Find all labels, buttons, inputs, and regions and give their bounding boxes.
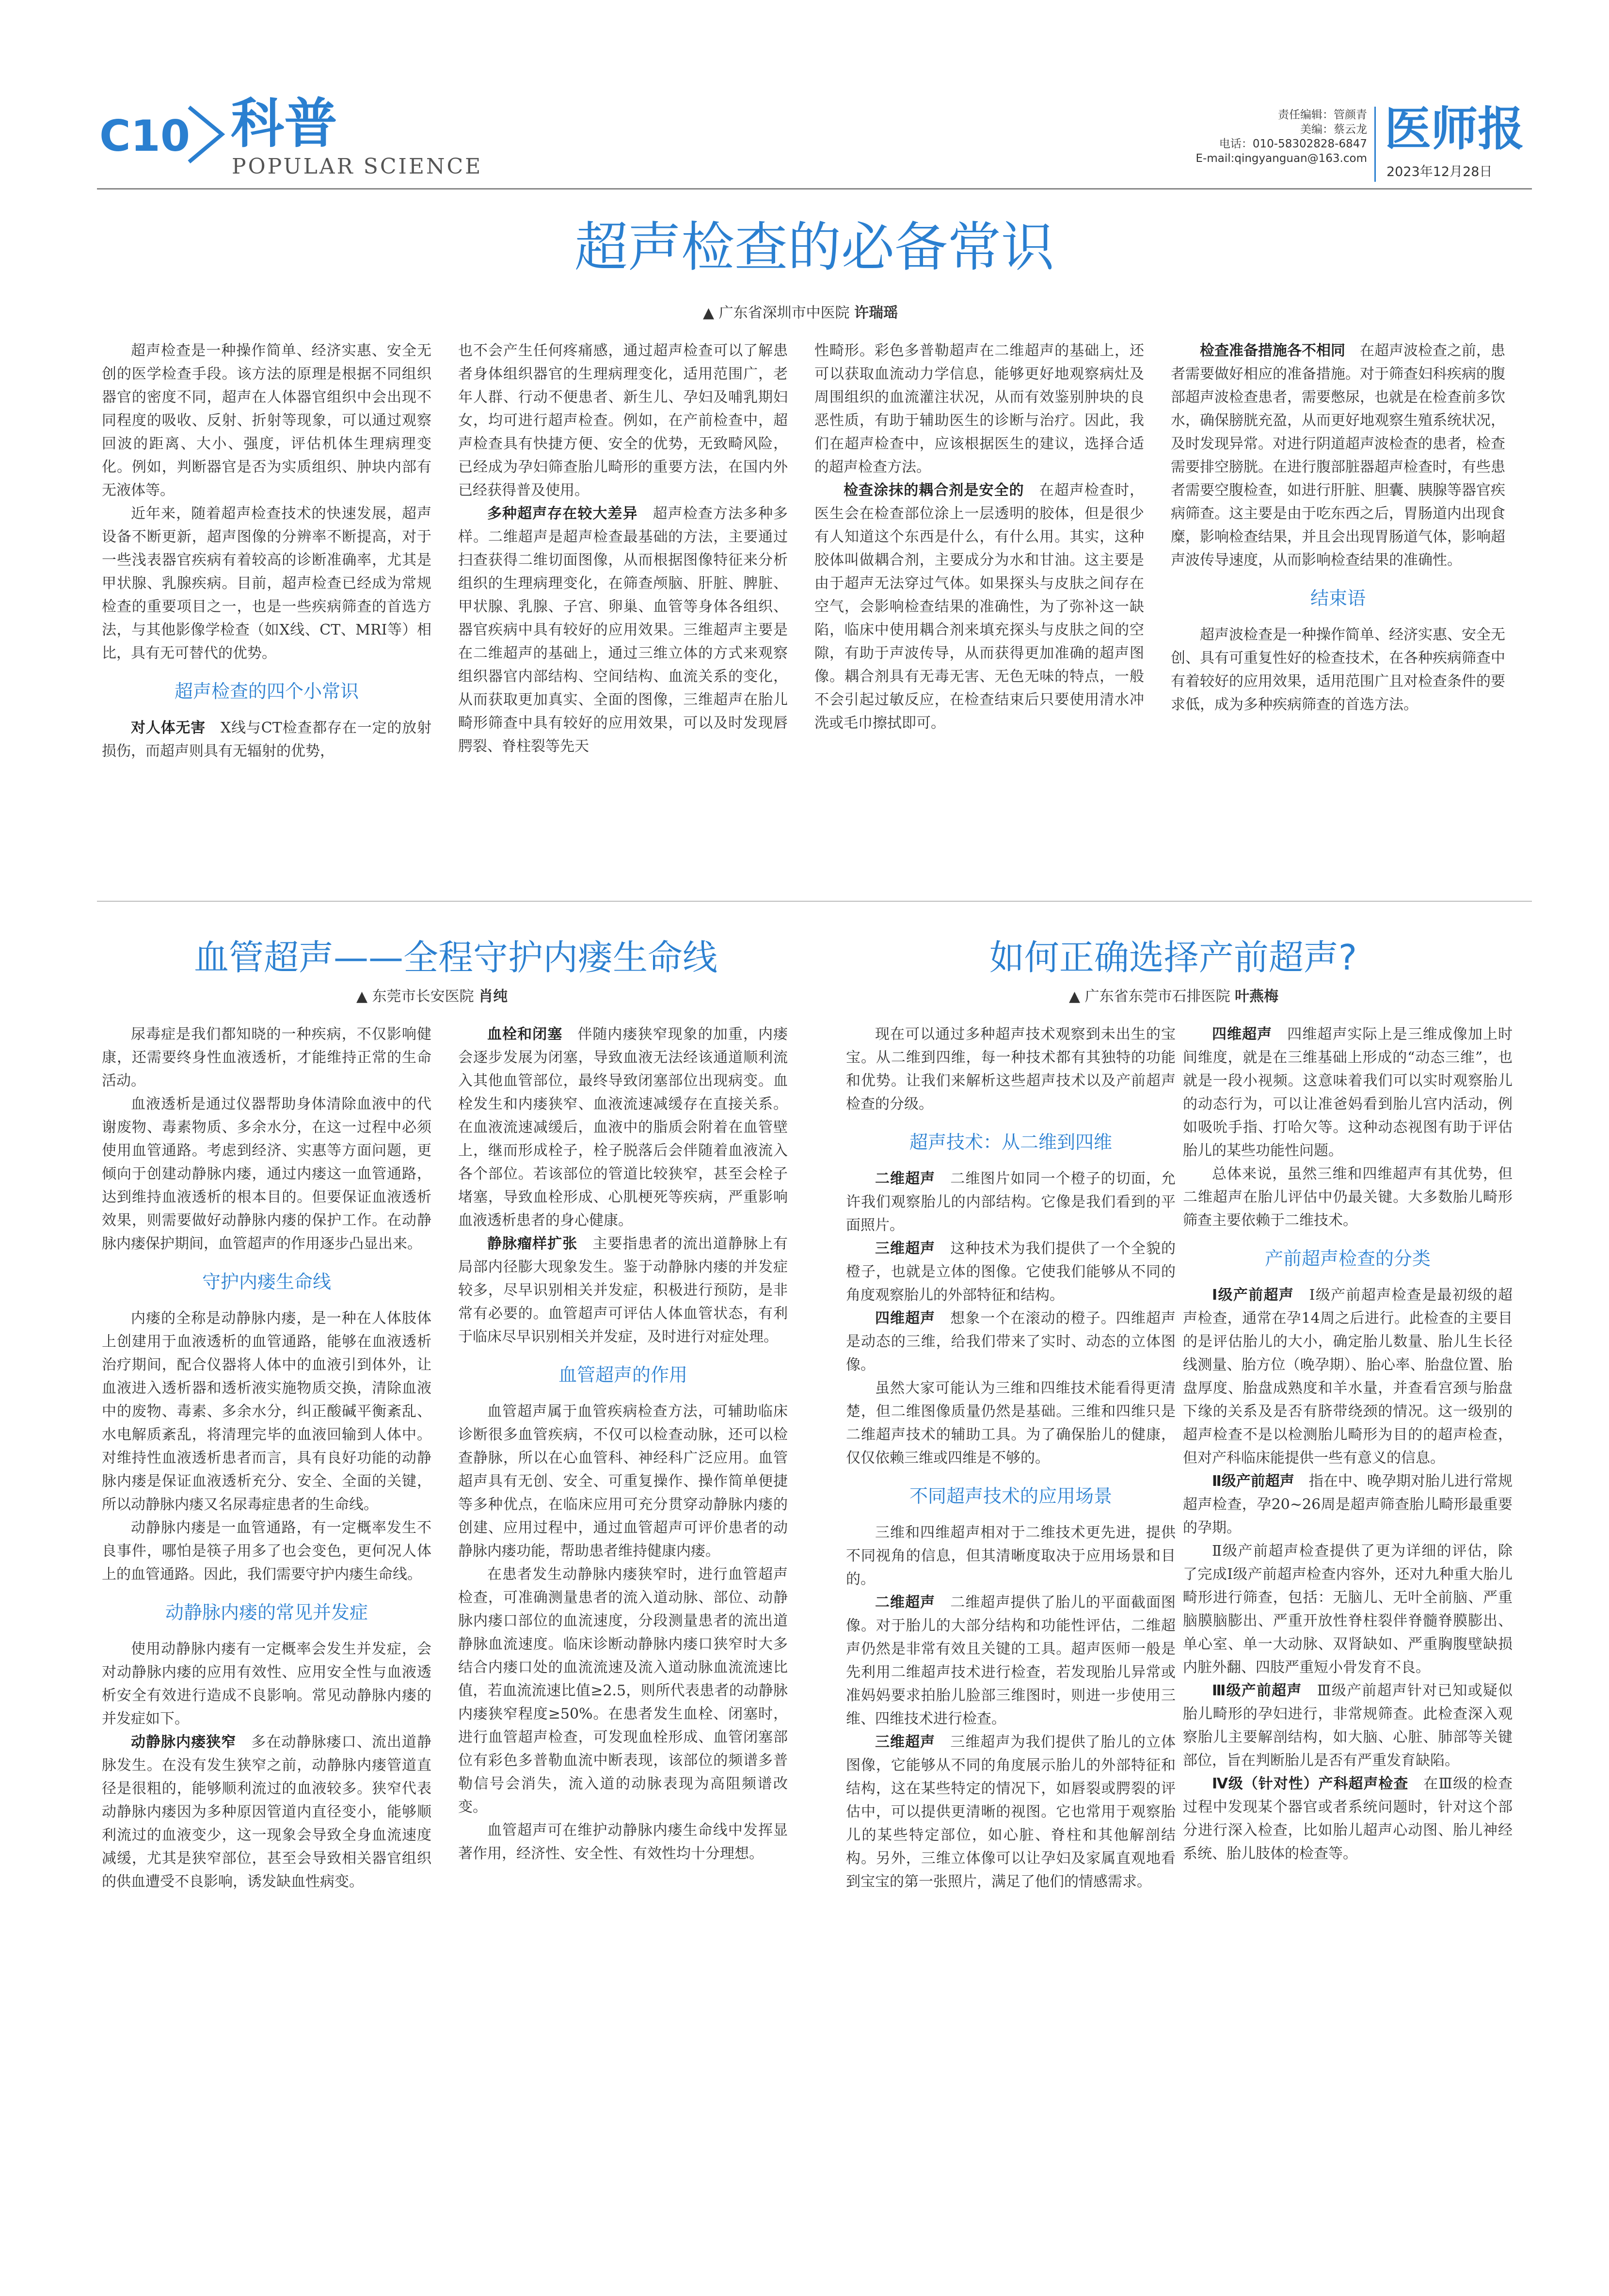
paragraph: 总体来说，虽然三维和四维超声有其优势，但二维超声在胎儿评估中仍最关键。大多数胎儿畸形筛查主要依赖于二维技术。	[1183, 1165, 1513, 1229]
article2-author-affiliation: ▲ 东莞市长安医院	[356, 988, 474, 1005]
keyword: 静脉瘤样扩张	[487, 1235, 578, 1252]
article2-byline	[356, 984, 508, 1005]
paragraph	[102, 1731, 431, 1894]
section-heading: 不同超声技术的应用场景	[909, 1485, 1112, 1507]
editor-credit: 责任编辑：管颜青	[1278, 109, 1367, 121]
article3-column-1	[846, 1023, 1176, 1894]
paragraph: 超声波检查是一种操作简单、经济实惠、安全无创、具有可重复性好的检查技术，在各种疾病筛查中有着较好的应用效果，适用范围广且对检查条件的要求低，成为多种疾病筛查的首选方法。	[1171, 626, 1505, 713]
paragraph: 性畸形。彩色多普勒超声在二维超声的基础上，还可以获取血流动力学信息，能够更好地观察病灶及周围组织的血流灌注状况，从而有效鉴别肿块的良恶性质，有助于辅助医生的诊断与治疗。因此，我们在超声检查中，应该根据医生的建议，选择合适的超声检查方法。	[814, 342, 1144, 476]
paragraph	[846, 1167, 1176, 1237]
paragraph: 现在可以通过多种超声技术观察到未出生的宝宝。从二维到四维，每一种技术都有其独特的功能和优势。让我们来解析这些超声技术以及产前超声检查的分级。	[846, 1026, 1176, 1113]
keyword: 四维超声	[1212, 1026, 1273, 1043]
article3-byline	[1069, 984, 1278, 1005]
section-heading: 动静脉内瘘的常见并发症	[165, 1602, 368, 1623]
paragraph-text: 超声检查方法多种多样。二维超声是超声检查最基础的方法，主要通过扫查获得二维切面图像，从而根据图像特征来分析组织的生理病理变化，在筛查颅脑、肝脏、脾脏、甲状腺、乳腺、子宫、卵巢、血管等身体各组织、器官疾病中具有较好的应用效果。三维超声主要是在二维超声的基础上，通过三维立体的方式来观察组织器官内部结构、空间结构、血流关系的变化，从而获取更加真实、全面的图像，三维超声在胎儿畸形筛查中具有较好的应用效果，可以及时发现唇腭裂、脊柱裂等先天	[458, 505, 788, 755]
paragraph-text: 二维超声提供了胎儿的平面截面图像。对于胎儿的大部分结构和功能性评估，二维超声仍然是非常有效且关键的工具。超声医师一般是先利用二维超声技术进行检查，若发现胎儿异常或准妈妈要求拍胎儿脸部三维图时，则进一步使用三维、四维技术进行检查。	[846, 1594, 1176, 1727]
paragraph	[458, 1023, 788, 1232]
paragraph: 内瘘的全称是动静脉内瘘，是一种在人体肢体上创建用于血液透析的血管通路，能够在血液透析治疗期间，配合仪器将人体中的血液引到体外，让血液进入透析器和透析液实施物质交换，清除血液中的废物、毒素、多余水分，纠正酸碱平衡紊乱、水电解质紊乱，将清理完毕的血液回输到人体中。对维持性血液透析患者而言，具有良好功能的动静脉内瘘是保证血液透析充分、安全、全面的关键，所以动静脉内瘘又名尿毒症患者的生命线。	[102, 1310, 431, 1513]
keyword: 三维超声	[875, 1734, 936, 1751]
keyword: 动静脉内瘘狭窄	[131, 1734, 237, 1751]
header-divider	[1374, 107, 1376, 182]
section-title: 科普	[231, 93, 337, 155]
article2-column-2	[458, 1023, 788, 1866]
paragraph-text: Ⅰ级产前超声检查是最初级的超声检查，通常在孕14周之后进行。此检查的主要目的是评估胎儿的大小，确定胎儿数量、胎儿生长径线测量、胎方位（晚孕期）、胎心率、胎盘位置、胎盘厚度、胎盘成熟度和羊水量，并查看宫颈与胎盘下缘的关系及是否有脐带绕颈的情况。这一级别的超声检查不是以检测胎儿畸形为目的的超声检查，但对产科临床能提供一些有意义的信息。	[1183, 1287, 1513, 1467]
paragraph-text: 在超声检查时，医生会在检查部位涂上一层透明的胶体，但是很少有人知道这个东西是什么，有什么用。其实，这种胶体叫做耦合剂，主要成分为水和甘油。这主要是由于超声无法穿过气体。如果探头与皮肤之间存在空气，会影响检查结果的准确性，为了弥补这一缺陷，临床中使用耦合剂来填充探头与皮肤之间的空隙，有助于声波传导，从而获得更加准确的超声图像。耦合剂具有无毒无害、无色无味的特点，一般不会引起过敏反应，在检查结束后只要使用清水冲洗或毛巾擦拭即可。	[814, 482, 1145, 732]
editorial-credits	[1105, 108, 1367, 166]
page-number: C10	[99, 111, 191, 161]
paragraph-text: 三维超声为我们提供了胎儿的立体图像，它能够从不同的角度展示胎儿的外部特征和结构，这在某些特定的情况下，如唇裂或腭裂的评估中，可以提供更清晰的视图。它也常用于观察胎儿的某些特定部位，如心脏、脊柱和其他解剖结构。另外，三维立体像可以让孕妇及家属直观地看到宝宝的第一张照片，满足了他们的情感需求。	[846, 1734, 1176, 1890]
paragraph: 尿毒症是我们都知晓的一种疾病，不仅影响健康，还需要终身性血液透析，才能维持正常的生命活动。	[102, 1026, 431, 1089]
keyword: 三维超声	[875, 1240, 936, 1257]
paragraph	[814, 479, 1144, 735]
article1-column-4	[1171, 339, 1505, 717]
article2-title: 血管超声——全程守护内瘘生命线	[193, 937, 717, 978]
section-heading: 血管超声的作用	[558, 1364, 687, 1386]
paragraph: 血管超声属于血管疾病检查方法，可辅助临床诊断很多血管疾病，不仅可以检查动脉，还可以检查静脉，所以在心血管科、神经科广泛应用。血管超声具有无创、安全、可重复操作、操作简单便捷等多种优点，在临床应用可充分贯穿动静脉内瘘的创建、应用过程中，通过血管超声可评价患者的动静脉内瘘功能，帮助患者维持健康内瘘。	[458, 1403, 788, 1560]
paragraph-text: X线与CT检查都存在一定的放射损伤，而超声则具有无辐射的优势，	[102, 719, 431, 760]
paragraph	[1183, 1023, 1513, 1163]
section-heading: 超声检查的四个小常识	[174, 681, 359, 702]
paragraph: 血管超声可在维护动静脉内瘘生命线中发挥显著作用，经济性、安全性、有效性均十分理想。	[458, 1822, 788, 1862]
article2-column-1	[102, 1023, 431, 1894]
paragraph	[846, 1591, 1176, 1731]
paragraph: 三维和四维超声相对于二维技术更先进，提供不同视角的信息，但其清晰度取决于应用场景和目的。	[846, 1524, 1176, 1588]
keyword: 血栓和闭塞	[487, 1026, 563, 1043]
paragraph	[458, 1232, 788, 1349]
paragraph-text: Ⅲ级产前超声针对已知或疑似胎儿畸形的孕妇进行，非常规筛查。此检查深入观察胎儿主要解剖结构，如大脑、心脏、肺部等关键部位，旨在判断胎儿是否有严重发育缺陷。	[1183, 1682, 1513, 1769]
email-credit: E-mail:qingyanguan@163.com	[1195, 152, 1367, 165]
keyword: Ⅰ级产前超声	[1212, 1287, 1294, 1304]
keyword: 二维超声	[875, 1170, 936, 1187]
paragraph	[1183, 1284, 1513, 1470]
paragraph: 使用动静脉内瘘有一定概率会发生并发症，会对动静脉内瘘的应用有效性、应用安全性与血液透析安全有效进行造成不良影响。常见动静脉内瘘的并发症如下。	[102, 1641, 431, 1727]
article3-author-affiliation: ▲ 广东省东莞市石排医院	[1069, 988, 1230, 1005]
paragraph-text: 多在动静脉瘘口、流出道静脉发生。在没有发生狭窄之前，动静脉内瘘管道直径是很粗的，能够顺利流过的血液较多。狭窄代表动静脉内瘘因为多种原因管道内直径变小，能够顺利流过的血液变少，这一现象会导致全身血流速度减缓，尤其是狭窄部位，甚至会导致相关器官组织的供血遭受不良影响，诱发缺血性病变。	[102, 1734, 432, 1890]
article3-author-name: 叶燕梅	[1235, 988, 1279, 1005]
issue-date: 2023年12月28日	[1386, 164, 1493, 179]
keyword: 多种超声存在较大差异	[487, 505, 638, 522]
paragraph-text: 想象一个在滚动的橙子。四维超声是动态的三维，给我们带来了实时、动态的立体图像。	[846, 1310, 1176, 1373]
designer-credit: 美编：蔡云龙	[1300, 123, 1367, 136]
paragraph-text: 在Ⅲ级的检查过程中发现某个器官或者系统问题时，针对这个部分进行深入检查，比如胎儿超声心动图、胎儿神经系统、胎儿肢体的检查等。	[1183, 1775, 1513, 1862]
newspaper-logo: 医师报	[1385, 102, 1524, 156]
paragraph-text: 主要指患者的流出道静脉上有局部内径膨大现象发生。鉴于动静脉内瘘的并发症较多，尽早识别相关并发症，积极进行预防，是非常有必要的。血管超声可评估人体血管状态，有利于临床尽早识别相关并发症，及时进行对症处理。	[458, 1235, 788, 1345]
article1-column-2	[458, 339, 788, 758]
keyword: Ⅲ级产前超声	[1212, 1682, 1302, 1699]
paragraph: 动静脉内瘘是一血管通路，有一定概率发生不良事件，哪怕是筷子用多了也会变色，更何况人体上的血管通路。因此，我们需要守护内瘘生命线。	[102, 1519, 431, 1583]
paragraph	[846, 1237, 1176, 1307]
paragraph: 也不会产生任何疼痛感，通过超声检查可以了解患者身体组织器官的生理病理变化，适用范围广，老年人群、行动不便患者、新生儿、孕妇及哺乳期妇女，均可进行超声检查。例如，在产前检查中，超声检查具有快捷方便、安全的优势，无致畸风险，已经成为孕妇筛查胎儿畸形的重要方法，在国内外已经获得普及使用。	[458, 342, 788, 499]
paragraph	[1183, 1679, 1513, 1772]
paragraph	[846, 1731, 1176, 1894]
article1-byline	[703, 301, 898, 322]
paragraph: Ⅱ级产前超声检查提供了更为详细的评估，除了完成Ⅰ级产前超声检查内容外，还对九种重大胎儿畸形进行筛查，包括：无脑儿、无叶全前脑、严重脑膜脑膨出、严重开放性脊柱裂伴脊髓脊膜膨出、单心室、单一大动脉、双肾缺如、严重胸腹壁缺损内脏外翻、四肢严重短小骨发育不良。	[1183, 1543, 1513, 1676]
section-heading: 产前超声检查的分类	[1264, 1248, 1431, 1269]
paragraph-text: 这种技术为我们提供了一个全貌的橙子，也就是立体的图像。它使我们能够从不同的角度观察胎儿的外部特征和结构。	[846, 1240, 1176, 1304]
keyword: 四维超声	[875, 1310, 936, 1327]
keyword: Ⅱ级产前超声	[1212, 1473, 1294, 1490]
keyword: 检查涂抹的耦合剂是安全的	[844, 482, 1024, 499]
paragraph	[1183, 1772, 1513, 1866]
section-heading: 超声技术：从二维到四维	[909, 1132, 1112, 1153]
paragraph-text: 四维超声实际上是三维成像加上时间维度，就是在三维基础上形成的“动态三维”，也就是一段小视频。这意味着我们可以实时观察胎儿的动态行为，可以让准爸妈看到胎儿宫内活动，例如吸吮手指、打哈欠等。这种动态视图有助于评估胎儿的某些功能性问题。	[1183, 1026, 1513, 1159]
article1-author-affiliation: ▲ 广东省深圳市中医院	[703, 304, 850, 321]
article1-author-name: 许瑞瑶	[854, 304, 898, 321]
paragraph: 超声检查是一种操作简单、经济实惠、安全无创的医学检查手段。该方法的原理是根据不同组织器官的密度不同，超声在人体器官组织中会出现不同程度的吸收、反射、折射等现象，可以通过观察回波的距离、大小、强度，评估机体生理病理变化。例如，判断器官是否为实质组织、肿块内部有无液体等。	[102, 342, 431, 499]
paragraph-text: 指在中、晚孕期对胎儿进行常规超声检查，孕20~26周是超声筛查胎儿畸形最重要的孕期。	[1183, 1473, 1513, 1536]
paragraph: 虽然大家可能认为三维和四维技术能看得更清楚，但二维图像质量仍然是基础。三维和四维只是二维超声技术的辅助工具。为了确保胎儿的健康，仅仅依赖三维或四维是不够的。	[846, 1380, 1176, 1467]
keyword: Ⅳ级（针对性）产科超声检查	[1212, 1775, 1409, 1792]
section-subtitle: POPULAR SCIENCE	[232, 154, 483, 179]
keyword: 对人体无害	[131, 719, 206, 736]
keyword: 二维超声	[875, 1594, 936, 1611]
article3-column-2	[1183, 1023, 1513, 1866]
article3-title: 如何正确选择产前超声?	[989, 937, 1357, 978]
chevron-right-icon	[183, 104, 227, 165]
paragraph: 近年来，随着超声检查技术的快速发展，超声设备不断更新，超声图像的分辨率不断提高，对于一些浅表器官疾病有着较高的诊断准确率，尤其是甲状腺、乳腺疾病。目前，超声检查已经成为常规检查的重要项目之一，也是一些疾病筛查的首选方法，与其他影像学检查（如X线、CT、MRI等）相比，具有无可替代的优势。	[102, 505, 431, 662]
article1-column-3	[814, 339, 1144, 735]
paragraph-text: 在超声波检查之前，患者需要做好相应的准备措施。对于筛查妇科疾病的腹部超声波检查患者，需要憋尿，也就是在检查前多饮水，确保膀胱充盈，从而更好地观察生殖系统状况，及时发现异常。对进行阴道超声波检查的患者，检查需要排空膀胱。在进行腹部脏器超声检查时，有些患者需要空腹检查，如进行肝脏、胆囊、胰腺等器官疾病筛查。这主要是由于吃东西之后，胃肠道内出现食糜，影响检查结果，并且会出现胃肠道气体，影响超声波传导速度，从而影响检查结果的准确性。	[1171, 342, 1505, 569]
section-heading: 守护内瘘生命线	[202, 1271, 331, 1292]
header-rule	[97, 188, 1532, 190]
paragraph	[458, 502, 788, 758]
keyword: 检查准备措施各不相同	[1200, 342, 1345, 359]
paragraph-text: 二维图片如同一个橙子的切面，允许我们观察胎儿的内部结构。它像是我们看到的平面照片。	[846, 1170, 1176, 1234]
phone-credit: 电话：010-58302828-6847	[1219, 138, 1367, 150]
paragraph: 血液透析是通过仪器帮助身体清除血液中的代谢废物、毒素物质、多余水分，在这一过程中必须使用血管通路。考虑到经济、实惠等方面问题，更倾向于创建动静脉内瘘，通过内瘘这一血管通路，达到维持血液透析的根本目的。但要保证血液透析效果，则需要做好动静脉内瘘的保护工作。在动静脉内瘘保护期间，血管超声的作用逐步凸显出来。	[102, 1096, 431, 1252]
article2-author-name: 肖纯	[478, 988, 508, 1005]
article1-title: 超声检查的必备常识	[574, 216, 1054, 278]
section-heading: 结束语	[1310, 588, 1366, 609]
section-divider	[97, 901, 1532, 902]
paragraph	[1183, 1470, 1513, 1540]
paragraph: 在患者发生动静脉内瘘狭窄时，进行血管超声检查，可准确测量患者的流入道动脉、部位、动静脉内瘘口部位的血流速度，分段测量患者的流出道静脉血流速度。临床诊断动静脉内瘘口狭窄时大多结合内瘘口处的血流流速及流入道动脉血流流速比值，若血流流速比值≥2.5，则所代表患者的动静脉内瘘狭窄程度≥50%。在患者发生血栓、闭塞时，进行血管超声检查，可发现血栓形成、血管闭塞部位有彩色多普勒血流中断表现，该部位的频谱多普勒信号会消失，流入道的动脉表现为高阻频谱改变。	[458, 1566, 788, 1816]
article1-column-1	[102, 339, 431, 763]
paragraph	[102, 717, 431, 763]
paragraph	[846, 1307, 1176, 1377]
paragraph-text: 伴随内瘘狭窄现象的加重，内瘘会逐步发展为闭塞，导致血液无法经该通道顺利流入其他血管部位，最终导致闭塞部位出现病变。血栓发生和内瘘狭窄、血液流速减缓存在直接关系。在血液流速减缓后，血液中的脂质会附着在血管壁上，继而形成栓子，栓子脱落后会伴随着血液流入各个部位。若该部位的管道比较狭窄，甚至会栓子堵塞，导致血栓形成、心肌梗死等疾病，严重影响血液透析患者的身心健康。	[458, 1026, 788, 1229]
paragraph	[1171, 339, 1505, 572]
